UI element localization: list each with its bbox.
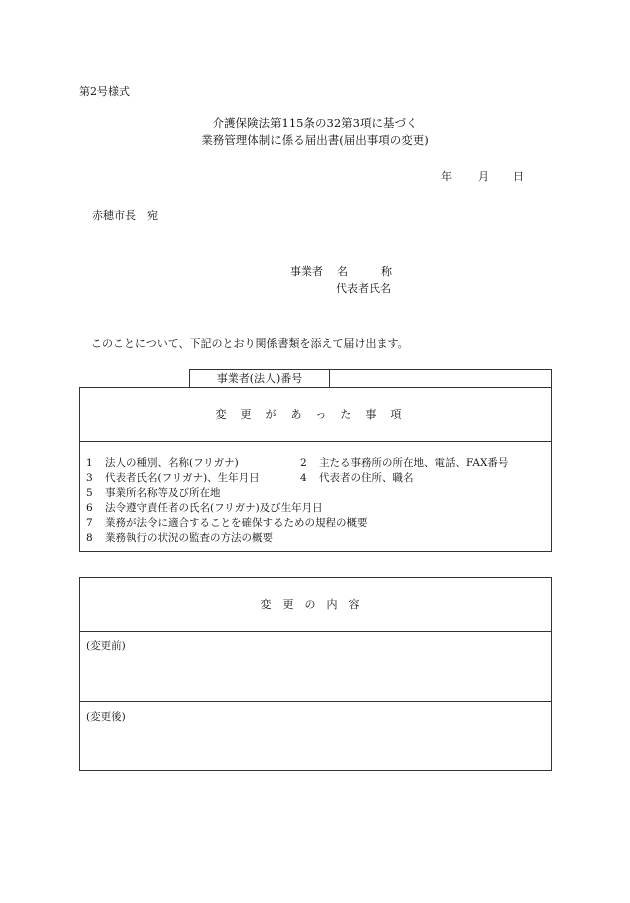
change-content-table bbox=[79, 577, 552, 771]
before-change-label: (変更前) bbox=[86, 640, 126, 652]
item-text: 業務執行の状況の監査の方法の概要 bbox=[105, 532, 273, 544]
item-number: 6 bbox=[86, 502, 93, 514]
item-number: 4 bbox=[300, 472, 307, 484]
operator-label: 事業者 bbox=[290, 265, 323, 278]
list-item bbox=[300, 470, 414, 485]
item-text: 代表者の住所、職名 bbox=[319, 472, 414, 484]
changed-items-table bbox=[79, 387, 552, 552]
list-item bbox=[86, 500, 323, 515]
changed-items-header: 変更があった事項 bbox=[80, 388, 551, 442]
item-number: 5 bbox=[86, 487, 93, 499]
item-number: 8 bbox=[86, 532, 93, 544]
item-text: 法令遵守責任者の氏名(フリガナ)及び生年月日 bbox=[105, 502, 323, 514]
list-item bbox=[86, 485, 221, 500]
item-number: 3 bbox=[86, 472, 93, 484]
item-text: 主たる事務所の所在地、電話、FAX番号 bbox=[319, 457, 509, 469]
item-text: 法人の種別、名称(フリガナ) bbox=[105, 457, 239, 469]
list-item bbox=[86, 470, 260, 485]
document-title-line1: 介護保険法第115条の32第3項に基づく bbox=[212, 116, 418, 130]
item-number: 7 bbox=[86, 517, 93, 529]
item-number: 2 bbox=[300, 457, 307, 469]
list-item bbox=[86, 455, 239, 470]
list-item bbox=[86, 515, 368, 530]
statement-text: このことについて、下記のとおり関係書類を添えて届け出ます。 bbox=[91, 337, 409, 350]
item-text: 事業所名称等及び所在地 bbox=[105, 487, 221, 499]
operator-number-row bbox=[189, 369, 552, 388]
representative-name-label: 代表者氏名 bbox=[336, 282, 391, 295]
operator-name-label: 名 称 bbox=[337, 265, 392, 278]
date-month-label: 月 bbox=[478, 170, 489, 183]
date-year-label: 年 bbox=[441, 170, 452, 183]
list-item bbox=[86, 530, 273, 545]
after-change-label: (変更後) bbox=[86, 711, 126, 723]
form-number: 第2号様式 bbox=[79, 85, 130, 98]
addressee: 赤穂市長 宛 bbox=[92, 209, 158, 222]
divider bbox=[80, 701, 551, 702]
list-item bbox=[300, 455, 508, 470]
item-text: 代表者氏名(フリガナ)、生年月日 bbox=[105, 472, 260, 484]
item-number: 1 bbox=[86, 457, 93, 469]
change-content-header: 変更の内容 bbox=[80, 578, 551, 632]
document-title-line2: 業務管理体制に係る届出書(届出事項の変更) bbox=[201, 133, 429, 147]
date-day-label: 日 bbox=[513, 170, 524, 183]
operator-number-label: 事業者(法人)番号 bbox=[190, 370, 330, 388]
item-text: 業務が法令に適合することを確保するための規程の概要 bbox=[105, 517, 368, 529]
